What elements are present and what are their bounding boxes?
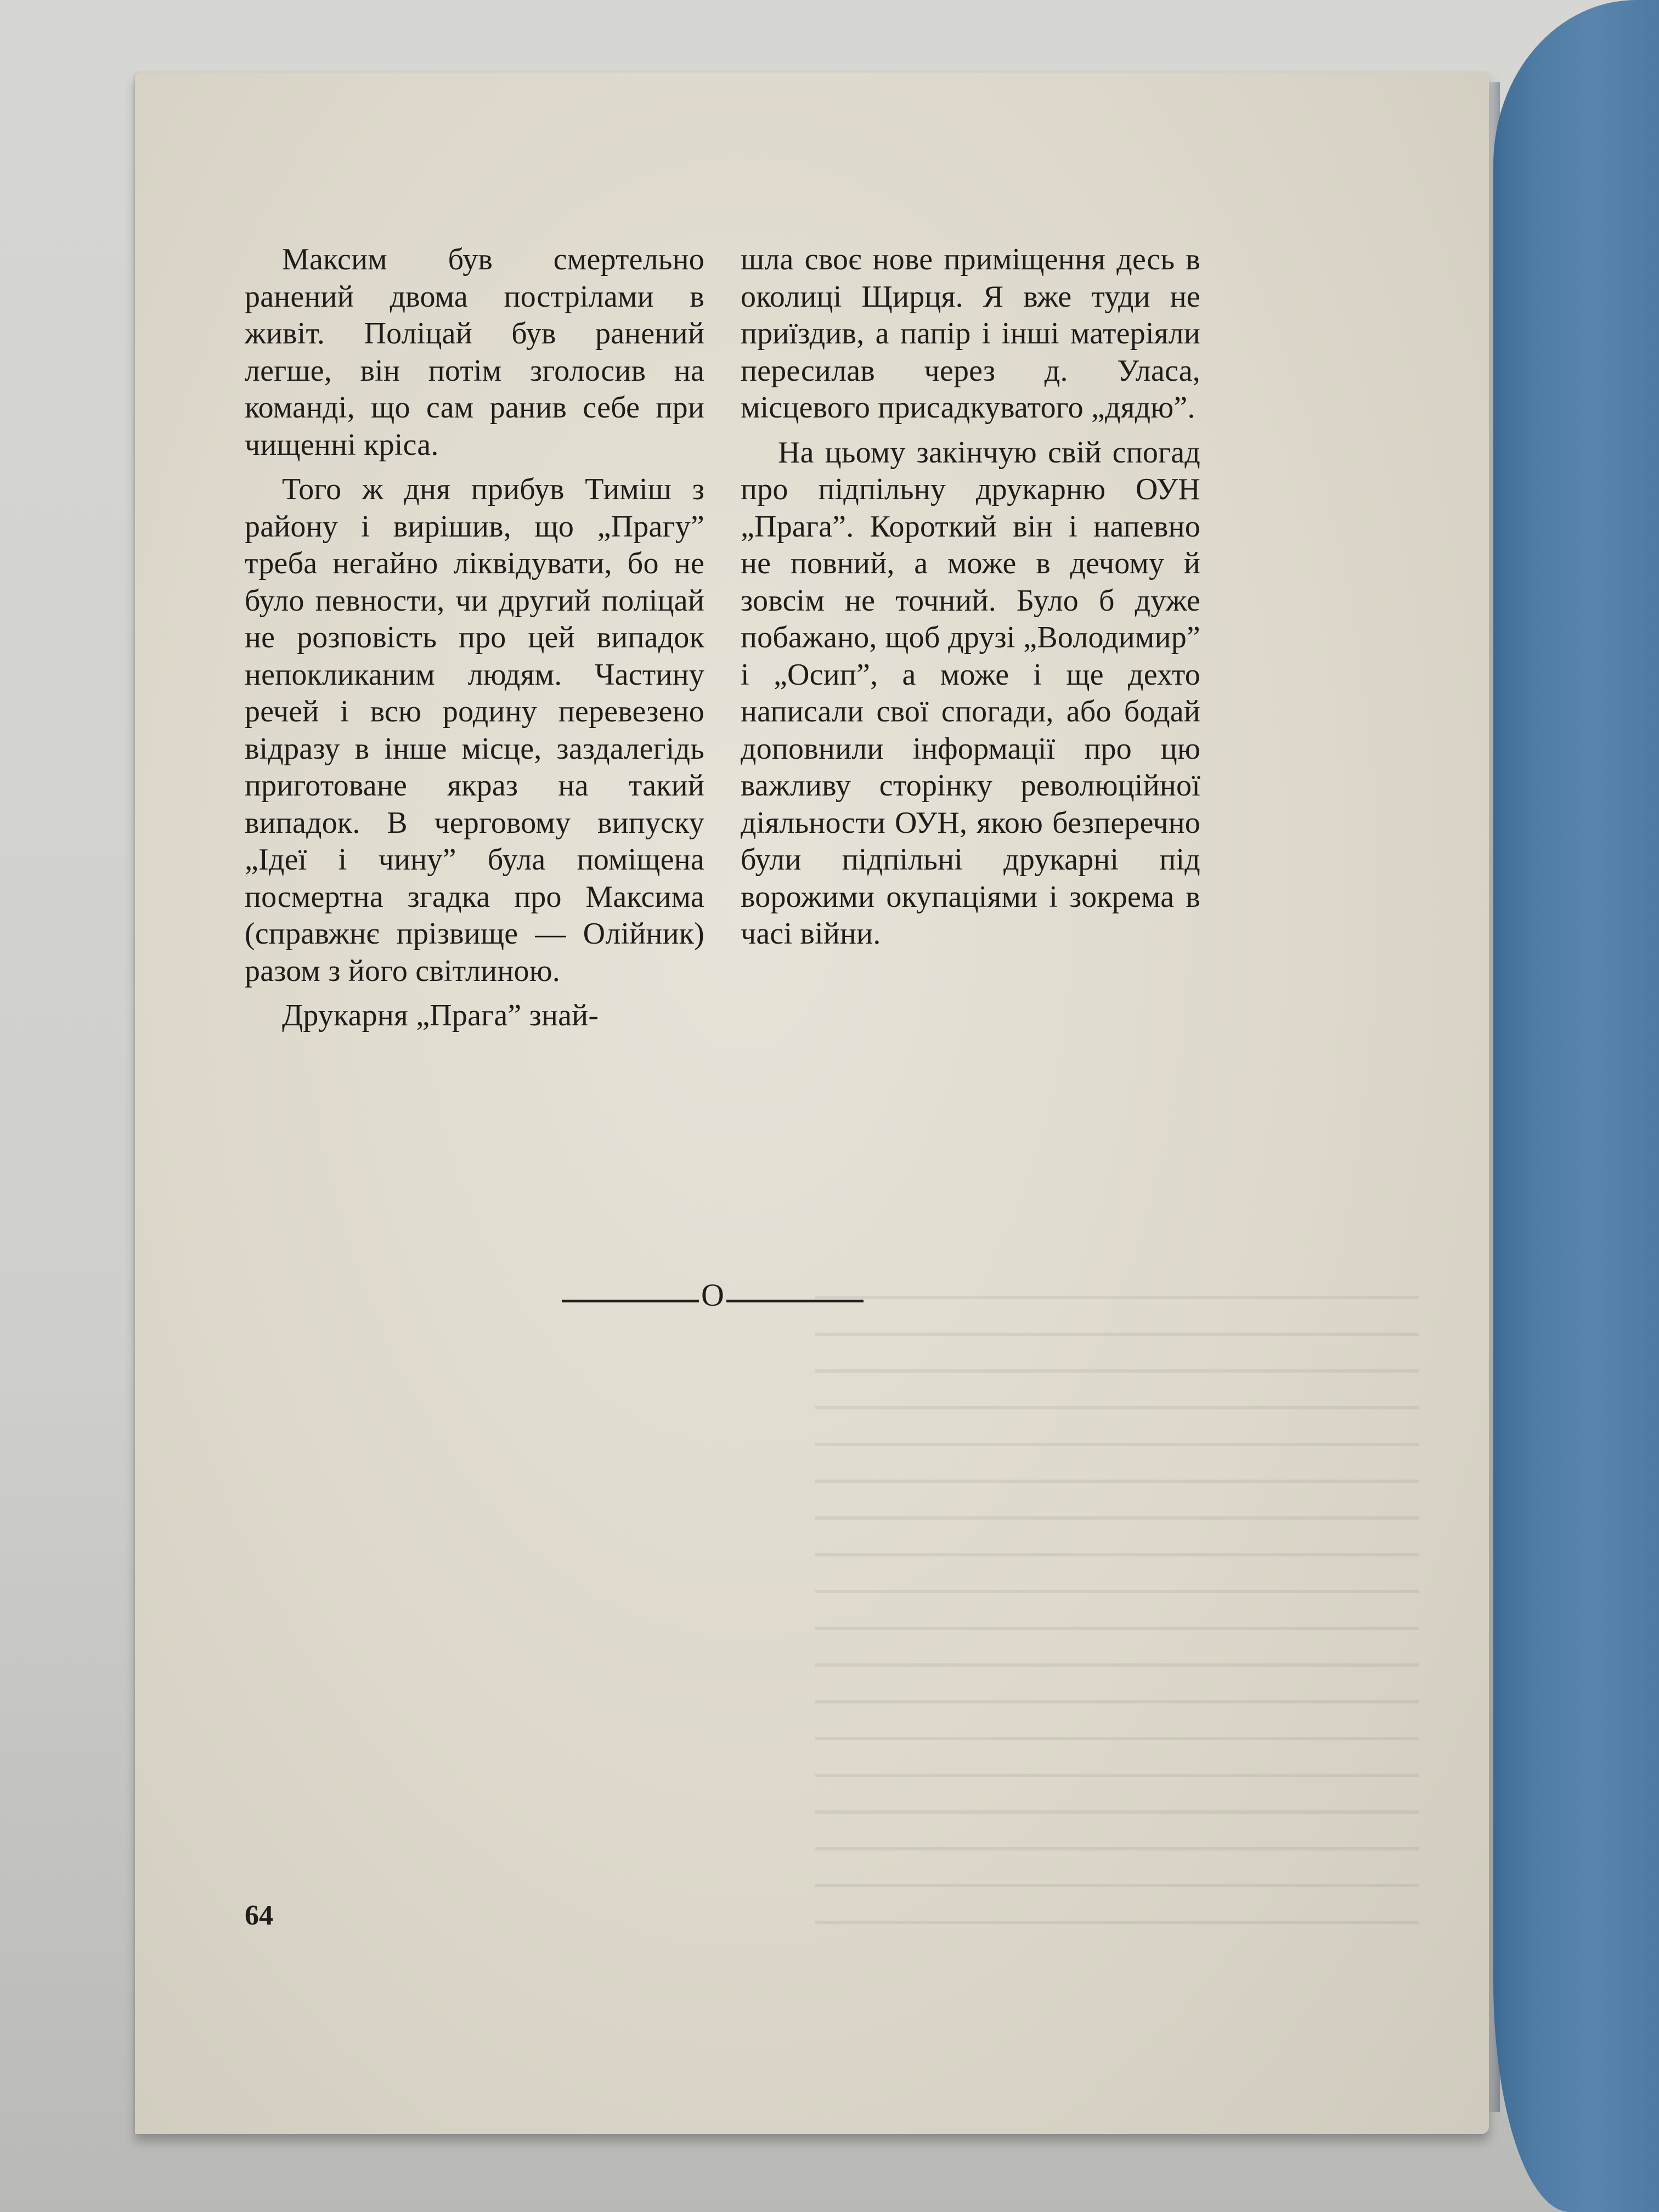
show-through-text xyxy=(815,1279,1419,1938)
booklet-cover xyxy=(1493,0,1659,2212)
section-separator xyxy=(562,1277,864,1317)
paragraph: На цьому закінчую свій спогад про підпільну друкарню ОУН „Прага”. Короткий він і напевно не повний, а може в дечому й зовсім не точний. Було б дуже побажано, щоб друзі „Володимир” і „Осип”, а може і ще дехто написали свої спогади, або бодай доповнили інформації про цю важливу сторінку революційної діяльности ОУН, якою безперечно були підпільні друкарні під ворожими окупаціями і зокрема в часі війни. xyxy=(741,435,1200,951)
left-column xyxy=(245,241,704,1042)
paragraph: шла своє нове приміщення десь в околиці Щирця. Я вже туди не приїздив, а папір і інші матеріяли пересилав через д. Уласа, місцевого присадкуватого „дядю”. xyxy=(741,242,1200,425)
paragraph: Друкарня „Прага” знай- xyxy=(282,998,599,1032)
paragraph: Максим був смертельно ранений двома пострілами в живіт. Поліцай був ранений легше, він потім зголосив на команді, що сам ранив себе при чищенні кріса. xyxy=(245,242,704,462)
right-column xyxy=(741,241,1200,1042)
paragraph: Того ж дня прибув Тиміш з району і вирішив, що „Прагу” треба негайно ліквідувати, бо не було певности, чи другий поліцай не розповість про цей випадок непокликаним людям. Частину речей і всю родину перевезено відразу в інше місце, заздалегідь приготоване якраз на такий випадок. В черговому випуску „Ідеї і чину” була поміщена посмертна згадка про Максима (справжнє прізвище — Олійник) разом з його світлиною. xyxy=(245,472,704,988)
separator-line-right xyxy=(726,1300,864,1302)
separator-line-left xyxy=(562,1300,699,1302)
page-number: 64 xyxy=(245,1900,273,1931)
separator-circle-icon: O xyxy=(701,1277,724,1313)
text-columns xyxy=(245,241,1200,1042)
